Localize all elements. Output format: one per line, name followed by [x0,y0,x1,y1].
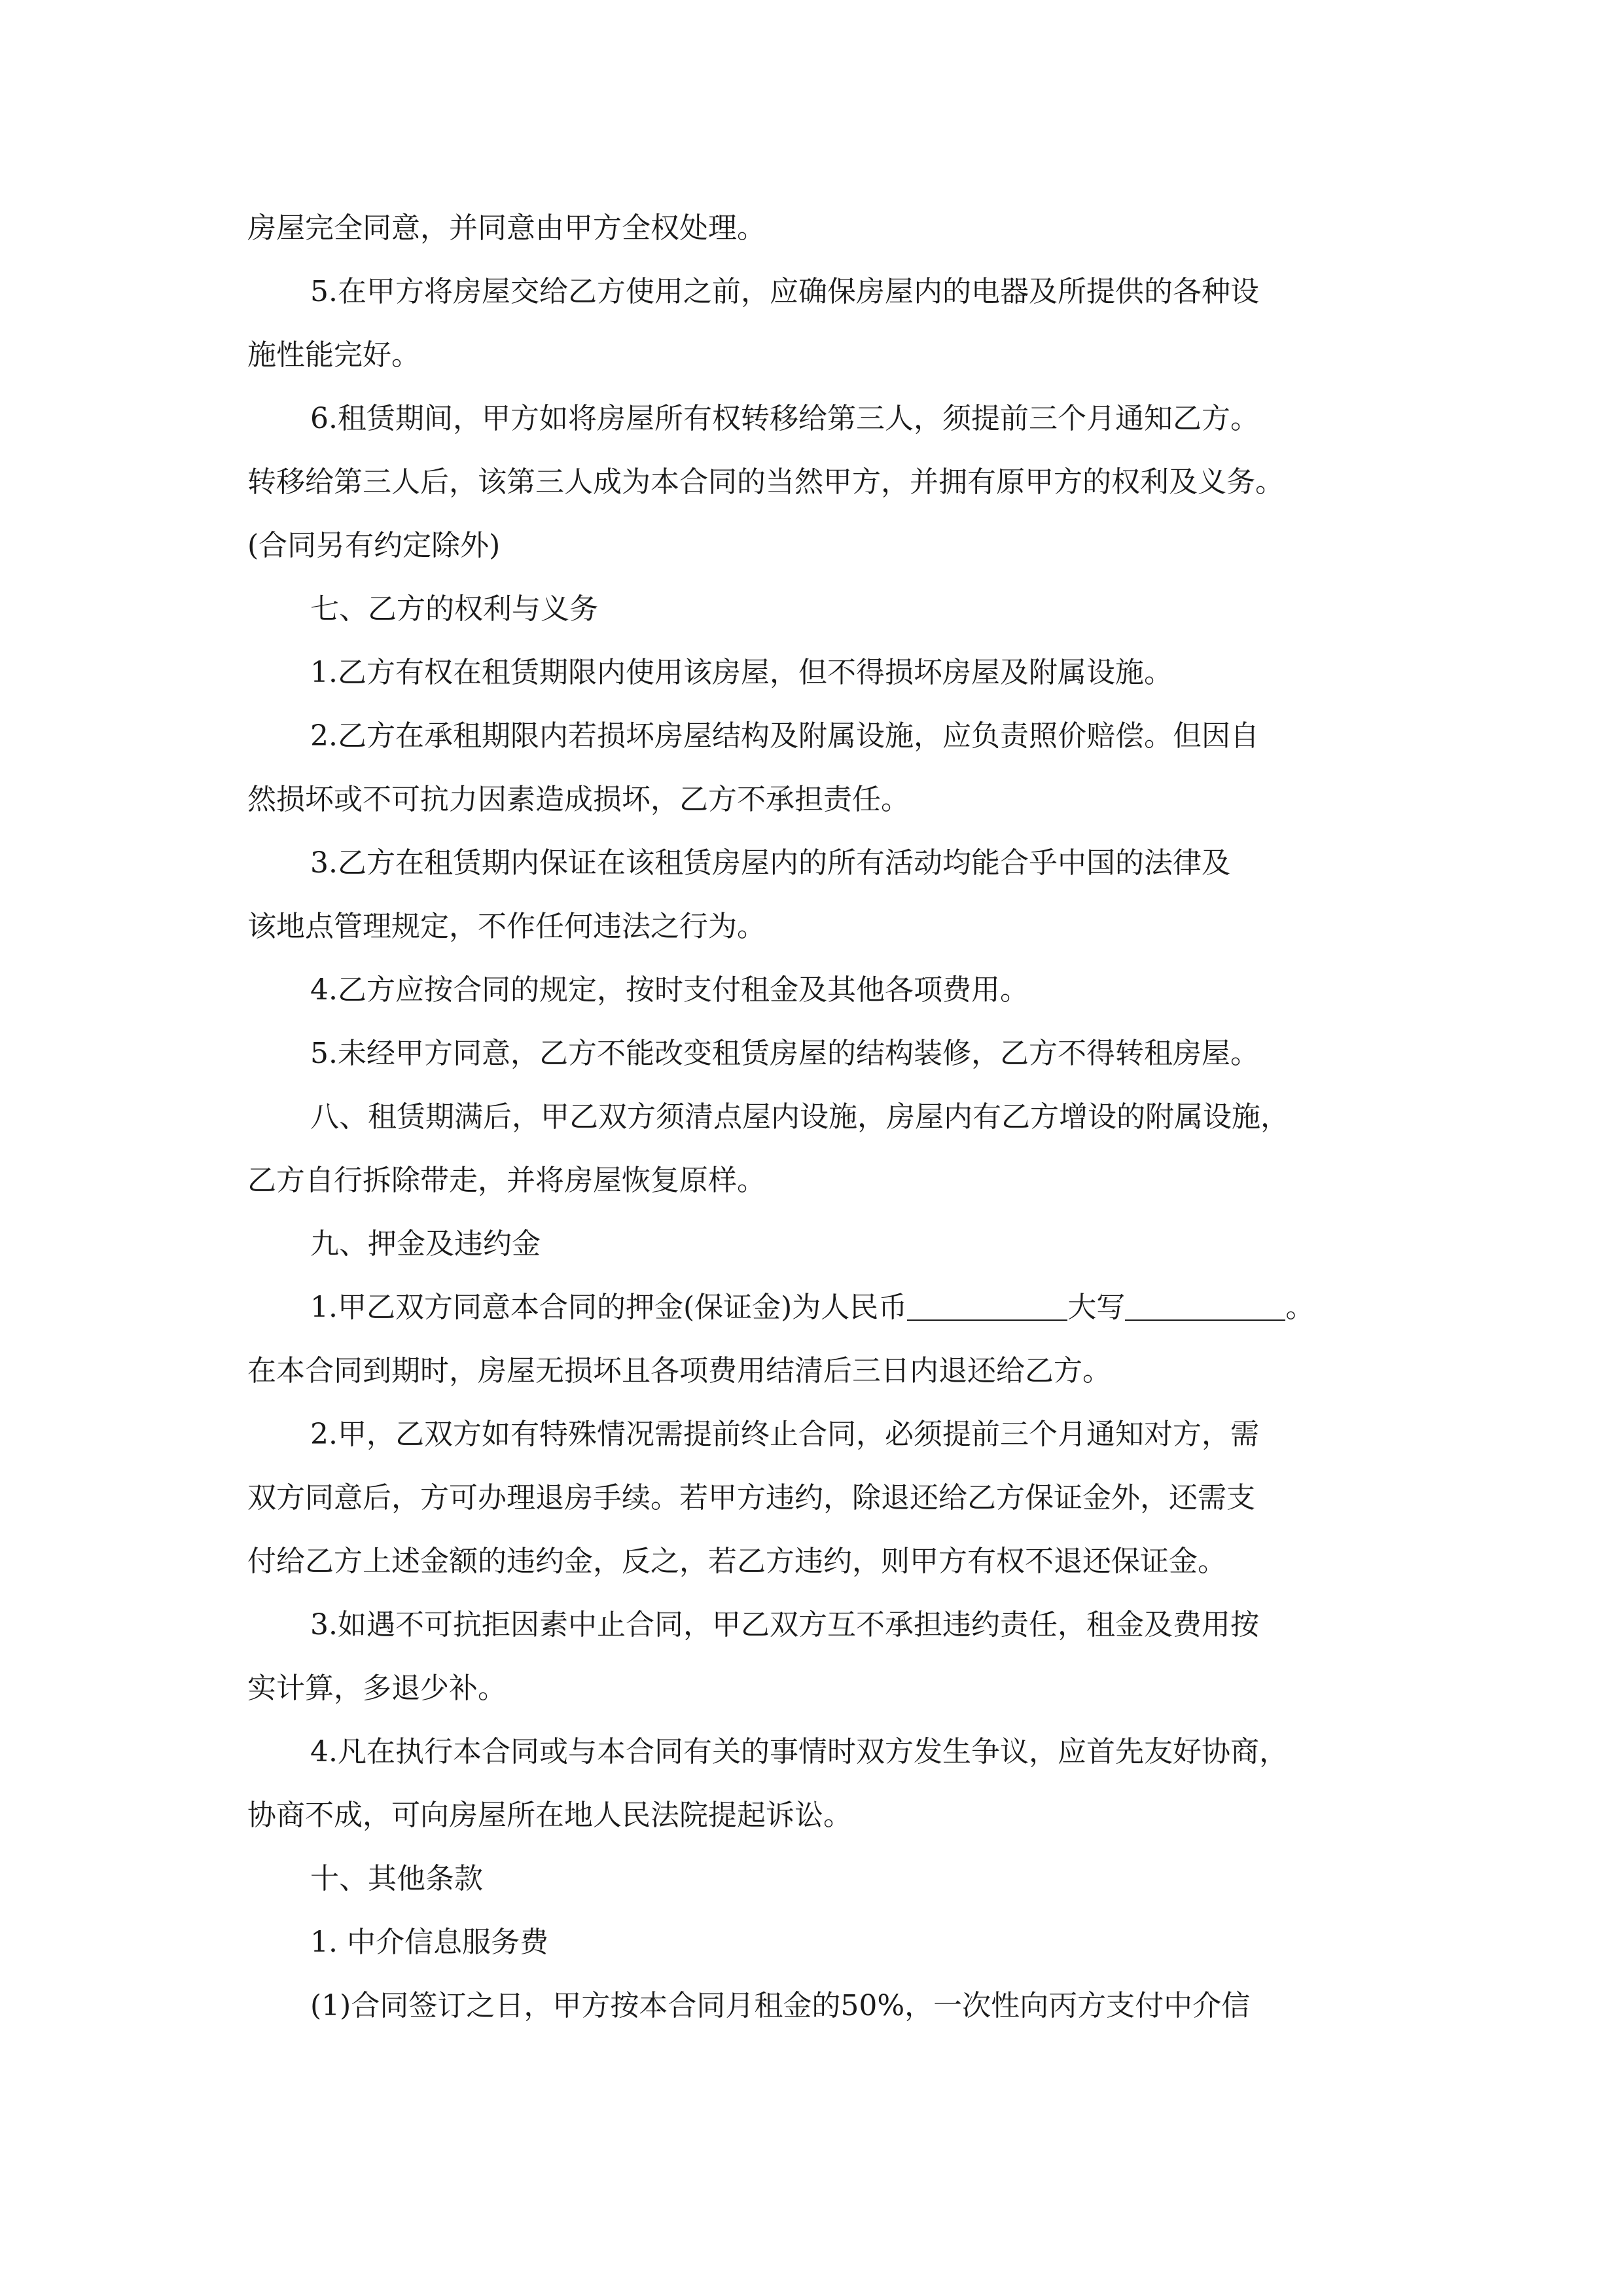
deposit-text: 1.甲乙双方同意本合同的押金(保证金)为人民币 [310,1291,908,1324]
text-line: 房屋完全同意，并同意由甲方全权处理。 [247,211,766,245]
section-heading-8-line-2: 乙方自行拆除带走，并将房屋恢复原样。 [247,1164,766,1197]
clause-7-2-line-2: 然损坏或不可抗力因素造成损坏，乙方不承担责任。 [247,783,910,816]
deposit-line [247,1276,1389,1339]
clause-7-5: 5.未经甲方同意，乙方不能改变租赁房屋的结构装修，乙方不得转租房屋。 [310,1037,1259,1070]
deposit-period: 。 [1285,1291,1315,1324]
clause-9-3-line-2: 实计算，多退少补。 [247,1672,507,1705]
section-heading-8-line-1: 八、租赁期满后，甲乙双方须清点屋内设施，房屋内有乙方增设的附属设施， [310,1100,1289,1134]
document-body [247,196,1389,2037]
deposit-amount-blank[interactable] [907,1291,1067,1321]
clause-6-line-3: (合同另有约定除外) [247,529,501,562]
clause-10-1-heading: 1. 中介信息服务费 [310,1926,548,1959]
deposit-uppercase-blank[interactable] [1125,1291,1285,1321]
clause-7-4: 4.乙方应按合同的规定，按时支付租金及其他各项费用。 [310,973,1029,1007]
clause-9-4-line-1: 4.凡在执行本合同或与本合同有关的事情时双方发生争议，应首先友好协商， [310,1735,1288,1768]
clause-6-line-2: 转移给第三人后，该第三人成为本合同的当然甲方，并拥有原甲方的权利及义务。 [247,465,1284,499]
clause-5-line-2: 施性能完好。 [247,338,420,372]
clause-6-line-1: 6.租赁期间，甲方如将房屋所有权转移给第三人，须提前三个月通知乙方。 [310,402,1259,435]
clause-9-2-line-3: 付给乙方上述金额的违约金，反之，若乙方违约，则甲方有权不退还保证金。 [247,1545,1226,1578]
clause-9-1-line-2: 在本合同到期时，房屋无损坏且各项费用结清后三日内退还给乙方。 [247,1354,1111,1388]
clause-9-3-line-1: 3.如遇不可抗拒因素中止合同，甲乙双方互不承担违约责任，租金及费用按 [310,1608,1259,1641]
clause-7-3-line-1: 3.乙方在租赁期内保证在该租赁房屋内的所有活动均能合乎中国的法律及 [310,846,1230,880]
clause-7-1: 1.乙方有权在租赁期限内使用该房屋，但不得损坏房屋及附属设施。 [310,656,1173,689]
section-heading-10: 十、其他条款 [310,1862,483,1895]
section-heading-9: 九、押金及违约金 [310,1227,541,1261]
clause-7-2-line-1: 2.乙方在承租期限内若损坏房屋结构及附属设施，应负责照价赔偿。但因自 [310,719,1259,753]
clause-9-4-line-2: 协商不成，可向房屋所在地人民法院提起诉讼。 [247,1799,852,1832]
section-heading-7: 七、乙方的权利与义务 [310,592,598,626]
clause-5-line-1: 5.在甲方将房屋交给乙方使用之前，应确保房屋内的电器及所提供的各种设 [310,275,1259,308]
deposit-uppercase-label: 大写 [1067,1291,1126,1324]
clause-7-3-line-2: 该地点管理规定，不作任何违法之行为。 [247,910,766,943]
clause-9-2-line-1: 2.甲，乙双方如有特殊情况需提前终止合同，必须提前三个月通知对方，需 [310,1418,1259,1451]
clause-10-1-1: (1)合同签订之日，甲方按本合同月租金的50%，一次性向丙方支付中介信 [310,1989,1251,2022]
clause-9-2-line-2: 双方同意后，方可办理退房手续。若甲方违约，除退还给乙方保证金外，还需支 [247,1481,1255,1515]
